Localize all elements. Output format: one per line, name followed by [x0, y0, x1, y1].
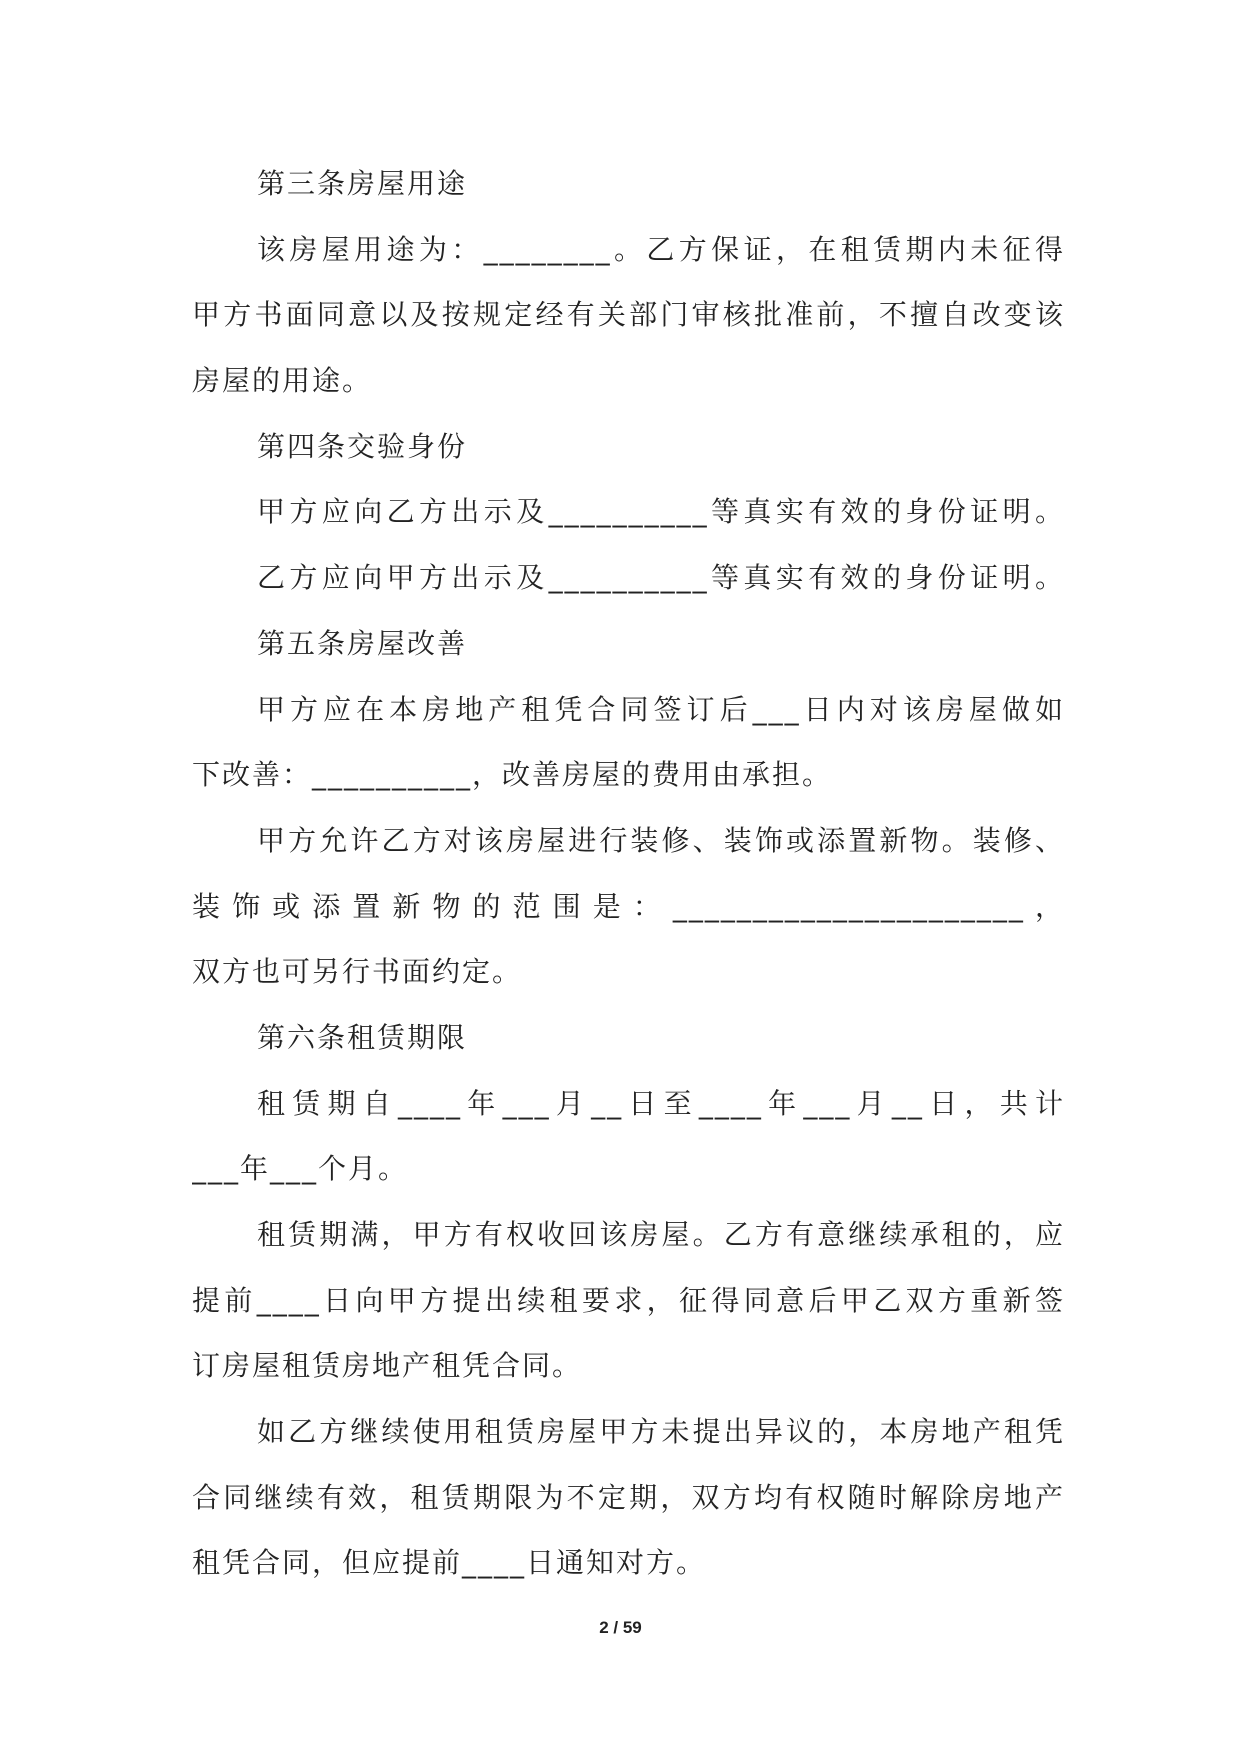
body-line: 乙方应向甲方出示及__________等真实有效的身份证明。: [257, 561, 1065, 595]
body-line: 合同继续有效，租赁期限为不定期，双方均有权随时解除房地产: [192, 1480, 1065, 1514]
document-body: [192, 151, 1065, 1596]
body-line: 甲方应向乙方出示及__________等真实有效的身份证明。: [257, 495, 1065, 529]
body-line: 双方也可另行书面约定。: [192, 955, 523, 989]
page-number: 2 / 59: [599, 1618, 642, 1637]
body-line: 如乙方继续使用租赁房屋甲方未提出异议的，本房地产租凭: [257, 1415, 1065, 1449]
body-line: 租赁期满，甲方有权收回该房屋。乙方有意继续承租的，应: [257, 1218, 1065, 1251]
body-line: 甲方书面同意以及按规定经有关部门审核批准前，不擅自改变该: [192, 298, 1065, 332]
body-line: 甲方应在本房地产租凭合同签订后___日内对该房屋做如: [257, 692, 1065, 726]
section-heading-article-3: 第三条房屋用途: [257, 167, 468, 200]
body-line: 租凭合同，但应提前____日通知对方。: [192, 1546, 707, 1580]
section-heading-article-4: 第四条交验身份: [257, 429, 468, 463]
body-line: 提前____日向甲方提出续租要求，征得同意后甲乙双方重新签: [192, 1283, 1065, 1317]
body-line: 装饰或添置新物的范围是：______________________，: [192, 889, 1065, 923]
body-line: 订房屋租赁房地产租凭合同。: [192, 1349, 583, 1383]
section-heading-article-6: 第六条租赁期限: [257, 1020, 468, 1054]
section-heading-article-5: 第五条房屋改善: [257, 626, 468, 660]
body-line: 下改善：__________，改善房屋的费用由承担。: [192, 758, 833, 792]
body-line: 甲方允许乙方对该房屋进行装修、装饰或添置新物。装修、: [257, 823, 1065, 857]
body-line: 房屋的用途。: [192, 364, 373, 398]
body-line: ___年___个月。: [192, 1152, 409, 1186]
body-line: 该房屋用途为：________。乙方保证，在租赁期内未征得: [257, 232, 1065, 266]
body-line: 租赁期自____年___月__日至____年___月__日，共计: [257, 1086, 1065, 1120]
